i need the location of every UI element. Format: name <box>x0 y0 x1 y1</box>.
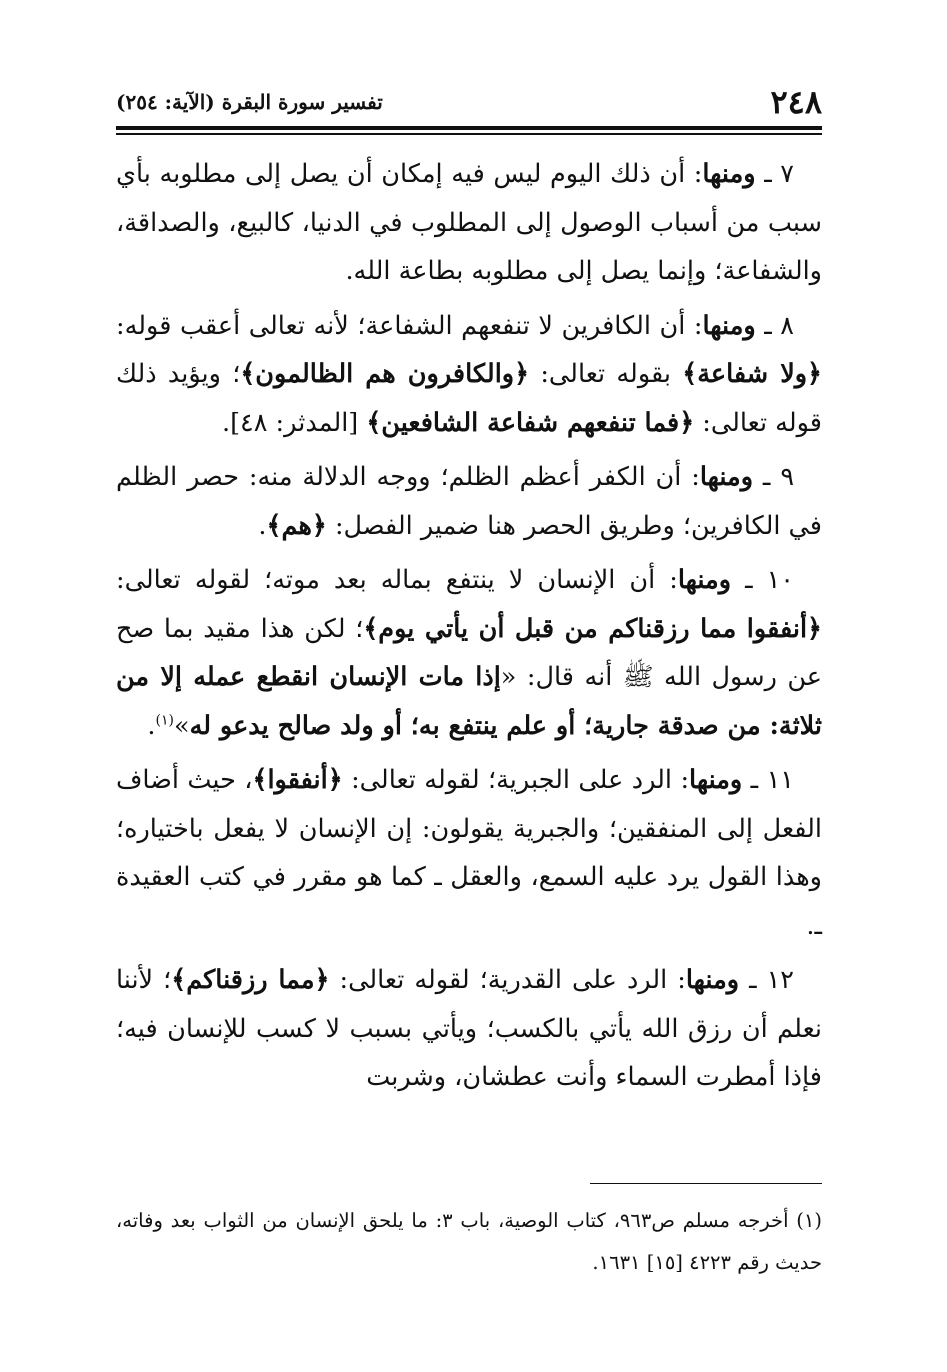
footnote-item: (١) أخرجه مسلم ص٩٦٣، كتاب الوصية، باب ٣: ما يلحق الإنسان من الثواب بعد وفاته، حديث رقم ٤٢٢٣ [١٥] ١٦٣١. <box>116 1209 823 1274</box>
header-rule-thick <box>116 126 822 130</box>
bold-quote: ﴿فما تنفعهم شفاعة الشافعين﴾ <box>366 407 695 438</box>
header-rule-thin <box>116 133 822 135</box>
paragraph-lead: ومنها <box>699 462 754 492</box>
text-run: ؛ ويؤيد ذلك قوله تعالى: <box>116 359 822 438</box>
text-run: : أن الكفر أعظم الظلم؛ ووجه الدلالة منه: حصر الظلم في الكافرين؛ وطريق الحصر هنا ضمير الفصل: <box>116 462 822 541</box>
text-run: : أن ذلك اليوم ليس فيه إمكان أن يصل إلى مطلوبه بأي سبب من أسباب الوصول إلى المطلوب في الدنيا، كالبيع، والصداقة، والشفاعة؛ وإنما يصل إلى مطلوبه بطاعة الله. <box>116 159 822 286</box>
paragraph-lead: ومنها <box>685 965 740 995</box>
paragraph <box>116 453 822 550</box>
bold-quote: ﴿أنفقوا مما رزقناكم من قبل أن يأتي يوم﴾ <box>363 613 822 644</box>
text-run: [المدثر: ٤٨]. <box>221 407 367 438</box>
paragraph-lead: ومنها <box>702 159 756 189</box>
footnotes <box>116 1200 822 1284</box>
running-title: تفسير سورة البقرة (الآية: ٢٥٤) <box>116 90 383 114</box>
bold-quote: ﴿ولا شفاعة﴾ <box>682 359 822 389</box>
text-run: ؛ لكن هذا مقيد بما صح عن رسول الله ﷺ أنه قال: « <box>116 613 822 692</box>
bold-quote: ﴿أنفقوا﴾ <box>252 765 343 795</box>
footnote-marker: (١) <box>155 712 174 728</box>
paragraph-lead: ومنها <box>677 565 732 595</box>
bold-quote: ﴿والكافرون هم الظالمون﴾ <box>240 359 530 389</box>
text-run: : أن الكافرين لا تنفعهم الشفاعة؛ لأنه تعالى أعقب قوله: <box>116 310 703 341</box>
paragraph-number: ٩ ـ <box>753 462 795 492</box>
paragraph <box>116 556 822 750</box>
bold-quote: إذا مات الإنسان انقطع عمله إلا من ثلاثة: من صدقة جارية؛ أو علم ينتفع به؛ أو ولد صالح يدعو له <box>116 662 822 741</box>
body-text <box>116 150 822 1108</box>
text-run: » <box>173 710 190 741</box>
paragraph-lead: ومنها <box>689 765 743 795</box>
page-number: ٢٤٨ <box>770 83 822 121</box>
paragraph <box>116 956 822 1102</box>
text-run: ، حيث أضاف الفعل إلى المنفقين؛ والجبرية يقولون: إن الإنسان لا يفعل باختياره؛ وهذا القول يرد عليه السمع، والعقل ـ كما هو مقرر في كتب العقيدة ـ. <box>116 765 822 941</box>
paragraph <box>116 150 822 296</box>
paragraph-number: ١٠ ـ <box>731 565 795 595</box>
paragraph-number: ١٢ ـ <box>739 965 794 995</box>
text-run: : الرد على القدرية؛ لقوله تعالى: <box>329 965 686 995</box>
bold-quote: ﴿مما رزقناكم﴾ <box>171 965 330 995</box>
footnote-separator <box>590 1183 822 1184</box>
paragraph-number: ٨ ـ <box>755 310 794 341</box>
text-run: : الرد على الجبرية؛ لقوله تعالى: <box>342 765 690 795</box>
text-run: : أن الإنسان لا ينتفع بماله بعد موته؛ لقوله تعالى: <box>116 565 678 595</box>
page-header <box>116 82 822 122</box>
paragraph <box>116 302 822 448</box>
text-run: بقوله تعالى: <box>529 359 683 389</box>
text-run: . <box>147 710 156 741</box>
text-run: . <box>258 510 267 541</box>
paragraph-number: ١١ ـ <box>742 765 794 795</box>
paragraph <box>116 756 822 950</box>
paragraph-lead: ومنها <box>702 310 756 341</box>
paragraph-number: ٧ ـ <box>755 159 794 189</box>
text-run: ؛ لأننا نعلم أن رزق الله يأتي بالكسب؛ ويأتي بسبب لا كسب للإنسان فيه؛ فإذا أمطرت السماء وأنت عطشان، وشربت <box>116 965 822 1092</box>
bold-quote: ﴿هم﴾ <box>266 510 327 541</box>
